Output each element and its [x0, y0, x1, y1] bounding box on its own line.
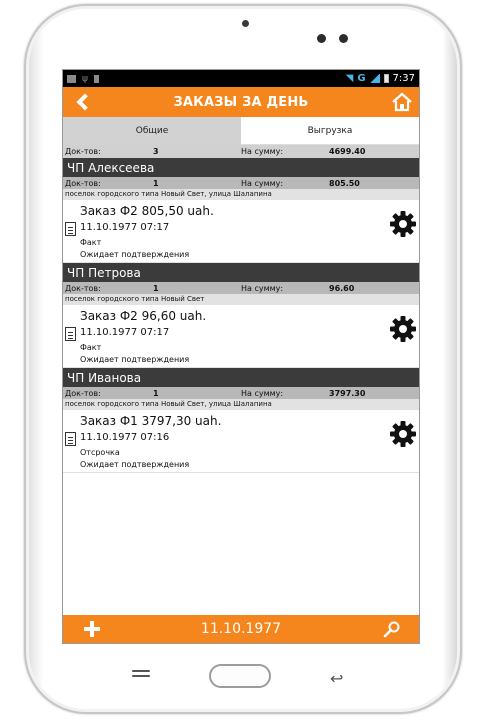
back-button[interactable] [67, 87, 97, 117]
client-summary [63, 387, 419, 399]
sum-value: 4699.40 [329, 147, 366, 156]
client-address: поселок городского типа Новый Свет [63, 294, 419, 305]
page-title: ЗАКАЗЫ ЗА ДЕНЬ [173, 94, 309, 110]
docs-value: 1 [153, 388, 159, 398]
total-summary [63, 145, 419, 158]
home-button[interactable] [209, 664, 271, 688]
status-time: 7:37 [392, 73, 415, 84]
docs-value: 1 [153, 283, 159, 293]
order-item[interactable] [63, 410, 419, 473]
order-payment: Факт [80, 238, 102, 247]
sd-card-icon [94, 75, 99, 83]
order-title: Заказ Ф2 96,60 uah. [80, 309, 207, 323]
network-type: G [357, 73, 366, 84]
docs-label: Док-тов: [65, 283, 101, 293]
docs-value: 1 [153, 178, 159, 188]
order-datetime: 11.10.1977 07:17 [80, 222, 170, 233]
status-bar [63, 70, 419, 87]
docs-value: 3 [153, 147, 159, 156]
gear-icon[interactable] [389, 315, 417, 343]
bottom-bar [63, 615, 419, 643]
action-bar [63, 87, 419, 117]
order-item[interactable] [63, 200, 419, 263]
order-datetime: 11.10.1977 07:16 [80, 432, 170, 443]
client-header: ЧП Петрова [63, 263, 419, 282]
menu-icon[interactable] [132, 670, 150, 682]
tab-bar [63, 117, 419, 145]
document-icon [65, 327, 76, 341]
order-item[interactable] [63, 305, 419, 368]
back-icon[interactable]: ↩ [330, 669, 344, 688]
app-screen [62, 69, 420, 644]
home-icon[interactable] [389, 89, 415, 115]
order-payment: Факт [80, 343, 102, 352]
plus-icon[interactable] [83, 620, 101, 638]
docs-label: Док-тов: [65, 388, 101, 398]
gear-icon[interactable] [389, 420, 417, 448]
order-status: Ожидает подтверждения [80, 250, 190, 259]
client-summary [63, 177, 419, 189]
sum-label: На сумму: [241, 283, 284, 293]
signal-icon [370, 74, 380, 83]
gear-icon[interactable] [389, 210, 417, 238]
sum-label: На сумму: [241, 388, 284, 398]
wifi-icon: ◥ [345, 73, 354, 84]
tab-export[interactable]: Выгрузка [241, 117, 419, 145]
order-status: Ожидает подтверждения [80, 355, 190, 364]
sum-value: 96.60 [329, 283, 355, 293]
client-summary [63, 282, 419, 294]
camera [317, 34, 326, 43]
back-arrow-icon [77, 94, 94, 111]
client-header: ЧП Иванова [63, 368, 419, 387]
sum-value: 805.50 [329, 178, 360, 188]
order-datetime: 11.10.1977 07:17 [80, 327, 170, 338]
selected-date[interactable]: 11.10.1977 [200, 621, 282, 637]
order-payment: Отсрочка [80, 448, 120, 457]
speaker [242, 20, 249, 27]
tab-general[interactable]: Общие [63, 117, 241, 145]
usb-icon: ψ [82, 73, 88, 84]
sum-value: 3797.30 [329, 388, 366, 398]
sum-label: На сумму: [241, 147, 284, 156]
client-address: поселок городского типа Новый Свет, улица Шалапина [63, 399, 419, 410]
docs-label: Док-тов: [65, 178, 101, 188]
order-title: Заказ Ф2 805,50 uah. [80, 204, 214, 218]
order-title: Заказ Ф1 3797,30 uah. [80, 414, 222, 428]
client-header: ЧП Алексеева [63, 158, 419, 177]
search-icon[interactable] [383, 620, 401, 638]
notification-icon [67, 75, 76, 83]
order-status: Ожидает подтверждения [80, 460, 190, 469]
sensor [339, 34, 348, 43]
client-address: поселок городского типа Новый Свет, улица Шалапина [63, 189, 419, 200]
sum-label: На сумму: [241, 178, 284, 188]
document-icon [65, 222, 76, 236]
docs-label: Док-тов: [65, 147, 101, 156]
battery-icon [384, 74, 389, 83]
document-icon [65, 432, 76, 446]
